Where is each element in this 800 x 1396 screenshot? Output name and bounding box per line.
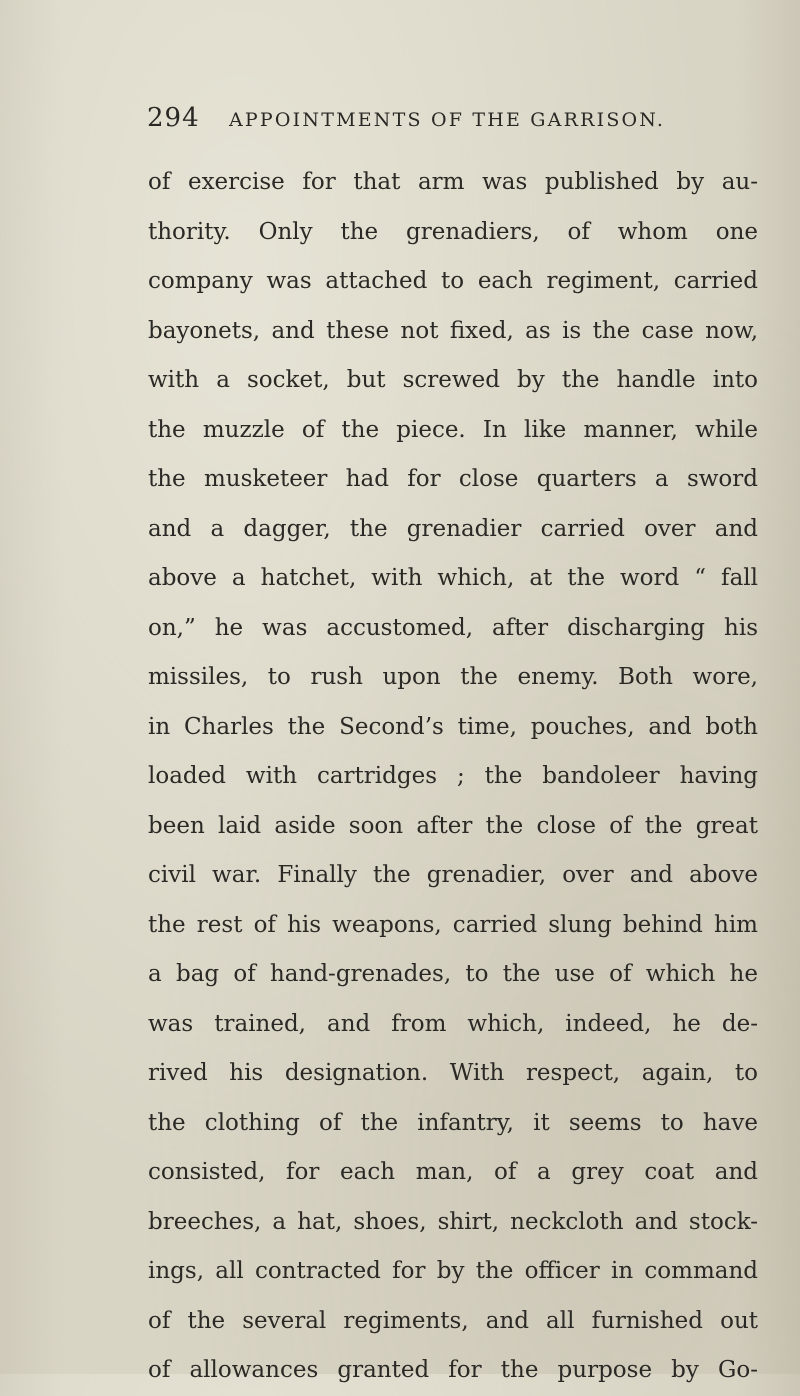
text-line: the muzzle of the piece. In like manner, while bbox=[148, 416, 758, 443]
text-line: in Charles the Second’s time, pouches, and both bbox=[148, 713, 758, 740]
text-line: and a dagger, the grenadier carried over and bbox=[148, 515, 758, 542]
text-line: the rest of his weapons, carried slung behind him bbox=[148, 911, 758, 938]
text-line: been laid aside soon after the close of the great bbox=[148, 812, 758, 839]
text-line: above a hatchet, with which, at the word “ fall bbox=[148, 565, 758, 591]
text-line: ings, all contracted for by the officer in command bbox=[148, 1258, 758, 1284]
text-line: rived his designation. With respect, again, to bbox=[148, 1060, 758, 1086]
text-line: breeches, a hat, shoes, shirt, neckcloth and stock- bbox=[148, 1208, 758, 1235]
text-line: of the several regiments, and all furnished out bbox=[148, 1307, 758, 1334]
text-line: civil war. Finally the grenadier, over and above bbox=[148, 862, 758, 888]
text-line: consisted, for each man, of a grey coat and bbox=[148, 1159, 758, 1185]
text-line: loaded with cartridges ; the bandoleer having bbox=[148, 763, 758, 789]
page-number: 294 bbox=[147, 103, 200, 133]
running-head bbox=[147, 103, 757, 143]
body-text bbox=[148, 158, 758, 1396]
text-line: was trained, and from which, indeed, he de- bbox=[148, 1010, 758, 1037]
text-line: the musketeer had for close quarters a sword bbox=[148, 466, 758, 492]
text-line: company was attached to each regiment, carried bbox=[148, 268, 758, 294]
text-line: the clothing of the infantry, it seems to have bbox=[148, 1109, 758, 1136]
text-line: with a socket, but screwed by the handle into bbox=[148, 367, 758, 393]
text-line: a bag of hand-grenades, to the use of which he bbox=[148, 961, 758, 987]
text-line: of allowances granted for the purpose by Go- bbox=[148, 1357, 758, 1383]
text-line: of exercise for that arm was published by au- bbox=[148, 169, 758, 195]
text-line: missiles, to rush upon the enemy. Both wore, bbox=[148, 664, 758, 690]
text-line: on,” he was accustomed, after discharging his bbox=[148, 614, 758, 641]
running-title: APPOINTMENTS OF THE GARRISON. bbox=[229, 109, 666, 131]
text-line: thority. Only the grenadiers, of whom one bbox=[148, 218, 758, 245]
text-line: bayonets, and these not fixed, as is the case now, bbox=[148, 317, 758, 344]
